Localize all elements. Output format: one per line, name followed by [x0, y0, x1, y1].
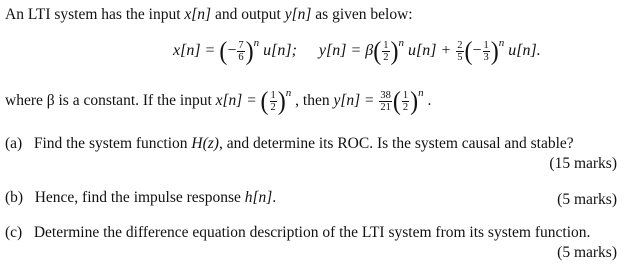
part-b-text-post: .	[272, 189, 277, 206]
intro-mid: and output	[211, 6, 285, 23]
x-eq-close-paren: )	[245, 37, 254, 66]
y-eq-f1-num: 1	[383, 40, 389, 51]
x-eq-frac-den: 6	[238, 52, 244, 63]
where-y-coef-num: 38	[380, 90, 391, 101]
y-eq-close-paren-1: )	[390, 37, 399, 66]
where-x-lhs: x[n] =	[215, 92, 261, 110]
where-y-coefficient	[379, 90, 392, 113]
x-eq-lhs: x[n] =	[173, 42, 220, 60]
where-y-close-paren: )	[410, 87, 419, 116]
y-eq-open-paren-2: (	[464, 37, 473, 66]
part-a	[5, 135, 574, 153]
where-y-coef-den: 21	[380, 102, 391, 113]
y-eq-exponent-2: n	[498, 37, 505, 50]
where-y-open-paren: (	[392, 87, 401, 116]
part-a-text-pre: Find the system function	[33, 135, 192, 152]
x-eq-open-paren: (	[219, 37, 228, 66]
intro-suffix: as given below:	[311, 6, 413, 23]
part-c	[5, 224, 590, 242]
y-eq-f2-den: 3	[483, 52, 489, 63]
y-eq-mid: u[n] +	[404, 42, 456, 60]
part-b-text-pre: Hence, find the impulse response	[34, 189, 245, 206]
part-b	[5, 189, 276, 207]
where-x-fraction	[270, 90, 277, 113]
part-b-label: (b)	[5, 189, 24, 206]
x-eq-fraction	[237, 40, 244, 63]
y-eq-coefficient	[456, 40, 463, 63]
part-b-marks: (5 marks)	[557, 191, 617, 208]
y-eq-lhs: y[n] = β	[318, 42, 374, 60]
part-a-label: (a)	[5, 135, 23, 152]
where-prefix: where β is a constant. If the input	[5, 92, 216, 110]
equation-block	[173, 37, 541, 66]
where-y-den: 2	[402, 102, 409, 113]
where-x-num: 1	[270, 90, 276, 101]
x-eq-sign: −	[227, 42, 237, 60]
where-y-lhs: y[n] =	[333, 92, 379, 110]
x-eq-exponent: n	[253, 37, 260, 50]
intro-x-symbol: x[n]	[184, 6, 212, 23]
part-a-text-post: , and determine its ROC. Is the system causal and stable?	[218, 135, 574, 152]
y-eq-fraction-1	[382, 40, 389, 63]
part-c-text-pre: Determine the difference equation description of the LTI system from its system function.	[33, 224, 591, 241]
y-eq-fraction-2	[483, 40, 490, 63]
intro-prefix: An LTI system has the input	[5, 6, 185, 23]
y-eq-f2-num: 1	[483, 40, 489, 51]
where-suffix: .	[423, 92, 432, 110]
y-eq-close-paren-2: )	[490, 37, 499, 66]
where-mid: , then	[291, 92, 334, 110]
intro-y-symbol: y[n]	[284, 6, 312, 23]
part-b-symbol: h[n]	[244, 189, 273, 206]
where-x-open-paren: (	[260, 87, 269, 116]
y-eq-tail: u[n].	[504, 42, 541, 60]
y-eq-open-paren-1: (	[373, 37, 382, 66]
where-y-num: 1	[402, 90, 409, 101]
y-eq-coef-num: 2	[457, 40, 463, 51]
where-line	[5, 87, 432, 116]
intro-line	[5, 6, 413, 24]
where-x-close-paren: )	[277, 87, 286, 116]
where-x-exponent: n	[285, 87, 292, 100]
where-x-den: 2	[270, 102, 276, 113]
x-eq-frac-num: 7	[238, 40, 244, 51]
y-eq-exponent-1: n	[398, 37, 404, 50]
x-eq-tail: u[n];	[259, 42, 297, 60]
part-c-marks: (5 marks)	[557, 244, 617, 261]
y-eq-f2-sign: −	[472, 42, 482, 60]
y-eq-coef-den: 5	[457, 52, 463, 63]
part-a-marks: (15 marks)	[549, 155, 617, 172]
where-y-fraction	[402, 90, 409, 113]
part-a-symbol: H(z)	[191, 135, 219, 152]
where-y-exponent: n	[418, 87, 424, 100]
y-eq-f1-den: 2	[383, 52, 389, 63]
part-c-label: (c)	[5, 224, 23, 241]
